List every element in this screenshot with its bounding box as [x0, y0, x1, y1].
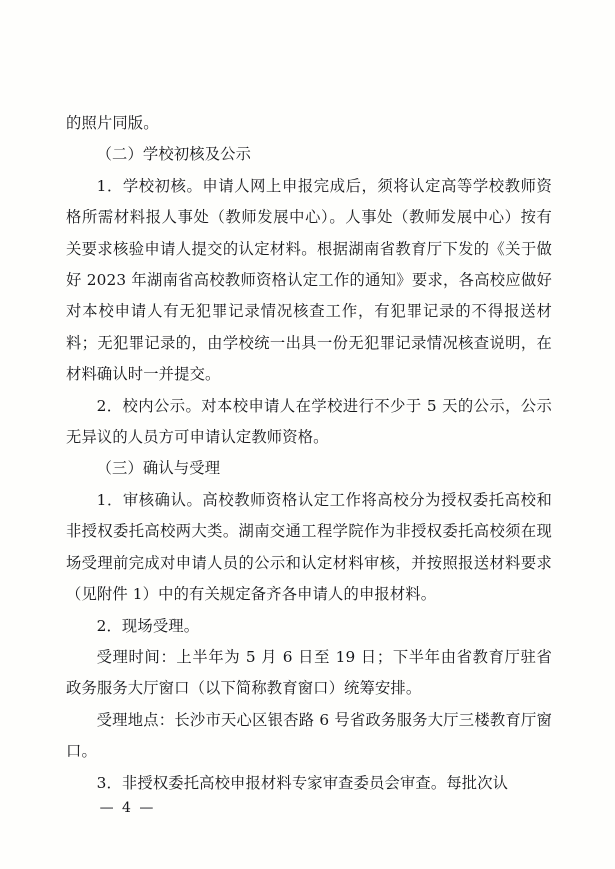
- paragraph: 1．审核确认。高校教师资格认定工作将高校分为授权委托高校和非授权委托高校两大类。湖南交通工程学院作为非授权委托高校须在现场受理前完成对申请人员的公示和认定材料审核，并按照报送材料要求（见附件 1）中的有关规定备齐各申请人的申报材料。: [66, 490, 552, 604]
- paragraph: 1．学校初核。申请人网上申报完成后，须将认定高等学校教师资格所需材料报人事处（教师发展中心）。人事处（教师发展中心）按有关要求核验申请人提交的认定材料。根据湖南省教育厅下发的《关于做好 2023 年湖南省高校教师资格认定工作的通知》要求，各高校应做好对本校申请人有无犯罪记录情况核查工作，有犯罪记录的不得报送材料；无犯罪记录的，由学校统一出具一份无犯罪记录情况核查说明，在材料确认时一并提交。: [66, 176, 552, 384]
- page-body-text: [66, 108, 552, 799]
- page-number: — 4 —: [99, 800, 156, 816]
- paragraph: 2．现场受理。: [96, 616, 200, 635]
- paragraph: 3．非授权委托高校申报材料专家审查委员会审查。每批次认: [96, 773, 509, 792]
- paragraph: 2．校内公示。对本校申请人在学校进行不少于 5 天的公示，公示无异议的人员方可申请认定教师资格。: [66, 396, 552, 447]
- paragraph: 受理地点：长沙市天心区银杏路 6 号省政务服务大厅三楼教育厅窗口。: [66, 710, 552, 761]
- paragraph: 的照片同版。: [66, 114, 159, 132]
- paragraph: （三）确认与受理: [96, 459, 221, 478]
- page-footer: [0, 800, 615, 816]
- paragraph: 受理时间：上半年为 5 月 6 日至 19 日；下半年由省教育厅驻省政务服务大厅窗口（以下简称教育窗口）统筹安排。: [66, 647, 552, 698]
- paragraph: （二）学校初核及公示: [96, 145, 252, 164]
